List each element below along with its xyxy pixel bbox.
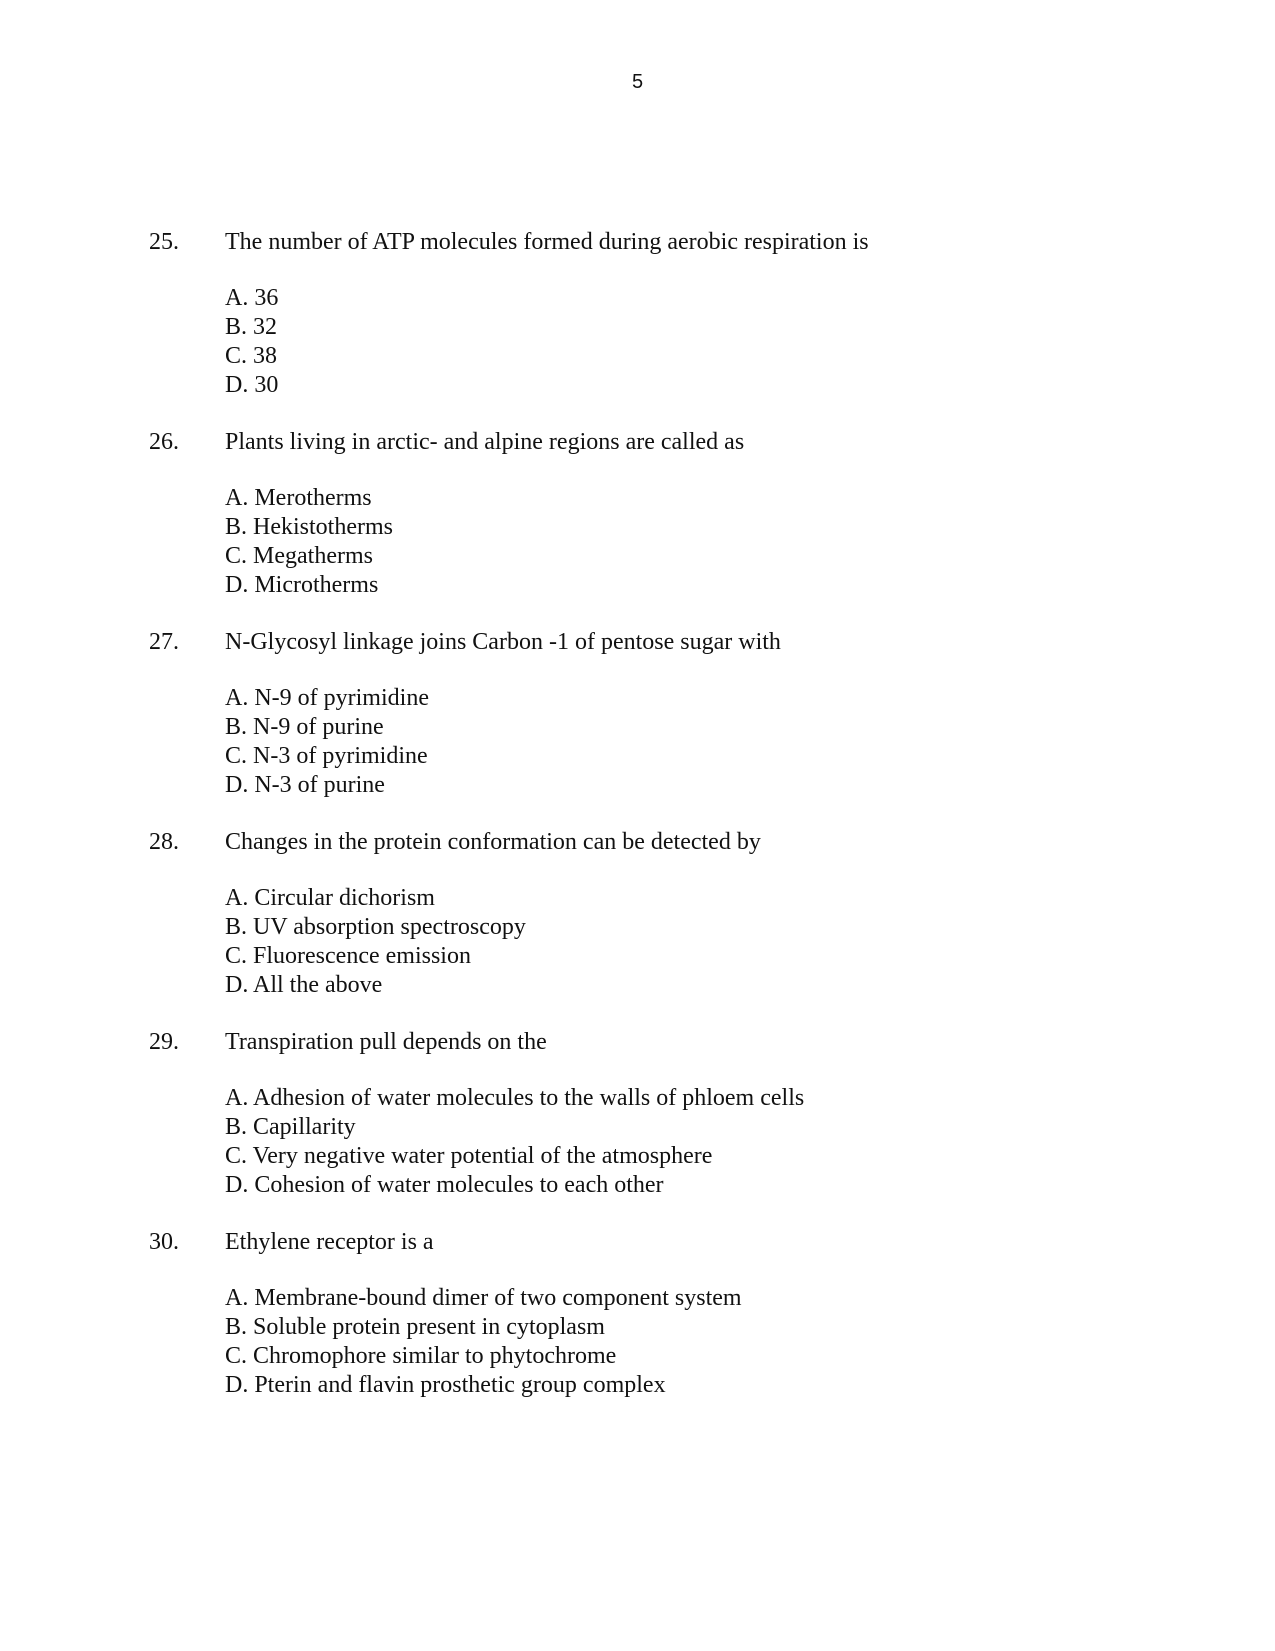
- question-number: 29.: [149, 1029, 179, 1055]
- option-d: D. Cohesion of water molecules to each other: [225, 1172, 664, 1198]
- question-text: Transpiration pull depends on the: [225, 1029, 547, 1055]
- option-list: [225, 1084, 804, 1200]
- option-list: [225, 484, 393, 600]
- option-d: D. N-3 of purine: [225, 772, 385, 798]
- question-number: 26.: [149, 429, 179, 455]
- question-list: [0, 228, 1275, 1428]
- option-a: A. Circular dichorism: [225, 885, 435, 911]
- option-a: A. Adhesion of water molecules to the walls of phloem cells: [225, 1085, 805, 1111]
- question-text: Plants living in arctic- and alpine regions are called as: [225, 429, 745, 455]
- option-a: A. N-9 of pyrimidine: [225, 685, 429, 711]
- option-c: C. Fluorescence emission: [225, 943, 471, 969]
- option-list: [225, 884, 526, 1000]
- question-29: [0, 1028, 1275, 1228]
- option-c: C. Chromophore similar to phytochrome: [225, 1343, 617, 1369]
- option-a: A. 36: [225, 285, 279, 311]
- page-number: 5: [631, 71, 644, 93]
- option-d: D. 30: [225, 372, 279, 398]
- question-text: The number of ATP molecules formed during aerobic respiration is: [225, 229, 869, 255]
- option-a: A. Merotherms: [225, 485, 372, 511]
- option-b: B. Hekistotherms: [225, 514, 393, 540]
- option-list: [225, 1284, 742, 1400]
- option-d: D. Microtherms: [225, 572, 379, 598]
- question-number: 30.: [149, 1229, 179, 1255]
- question-number: 28.: [149, 829, 179, 855]
- option-b: B. 32: [225, 314, 278, 340]
- option-list: [225, 284, 278, 400]
- option-d: D. All the above: [225, 972, 383, 998]
- question-number: 25.: [149, 229, 179, 255]
- question-text: Ethylene receptor is a: [225, 1229, 434, 1255]
- option-list: [225, 684, 429, 800]
- option-b: B. UV absorption spectroscopy: [225, 914, 526, 940]
- question-27: [0, 628, 1275, 828]
- option-b: B. N-9 of purine: [225, 714, 384, 740]
- option-c: C. Megatherms: [225, 543, 373, 569]
- question-text: N-Glycosyl linkage joins Carbon -1 of pentose sugar with: [225, 629, 781, 655]
- option-d: D. Pterin and flavin prosthetic group complex: [225, 1372, 666, 1398]
- question-26: [0, 428, 1275, 628]
- option-c: C. 38: [225, 343, 278, 369]
- option-c: C. Very negative water potential of the atmosphere: [225, 1143, 713, 1169]
- question-30: [0, 1228, 1275, 1428]
- question-28: [0, 828, 1275, 1028]
- option-b: B. Soluble protein present in cytoplasm: [225, 1314, 605, 1340]
- question-25: [0, 228, 1275, 428]
- option-b: B. Capillarity: [225, 1114, 356, 1140]
- question-text: Changes in the protein conformation can be detected by: [225, 829, 761, 855]
- option-c: C. N-3 of pyrimidine: [225, 743, 428, 769]
- question-number: 27.: [149, 629, 179, 655]
- option-a: A. Membrane-bound dimer of two component system: [225, 1285, 742, 1311]
